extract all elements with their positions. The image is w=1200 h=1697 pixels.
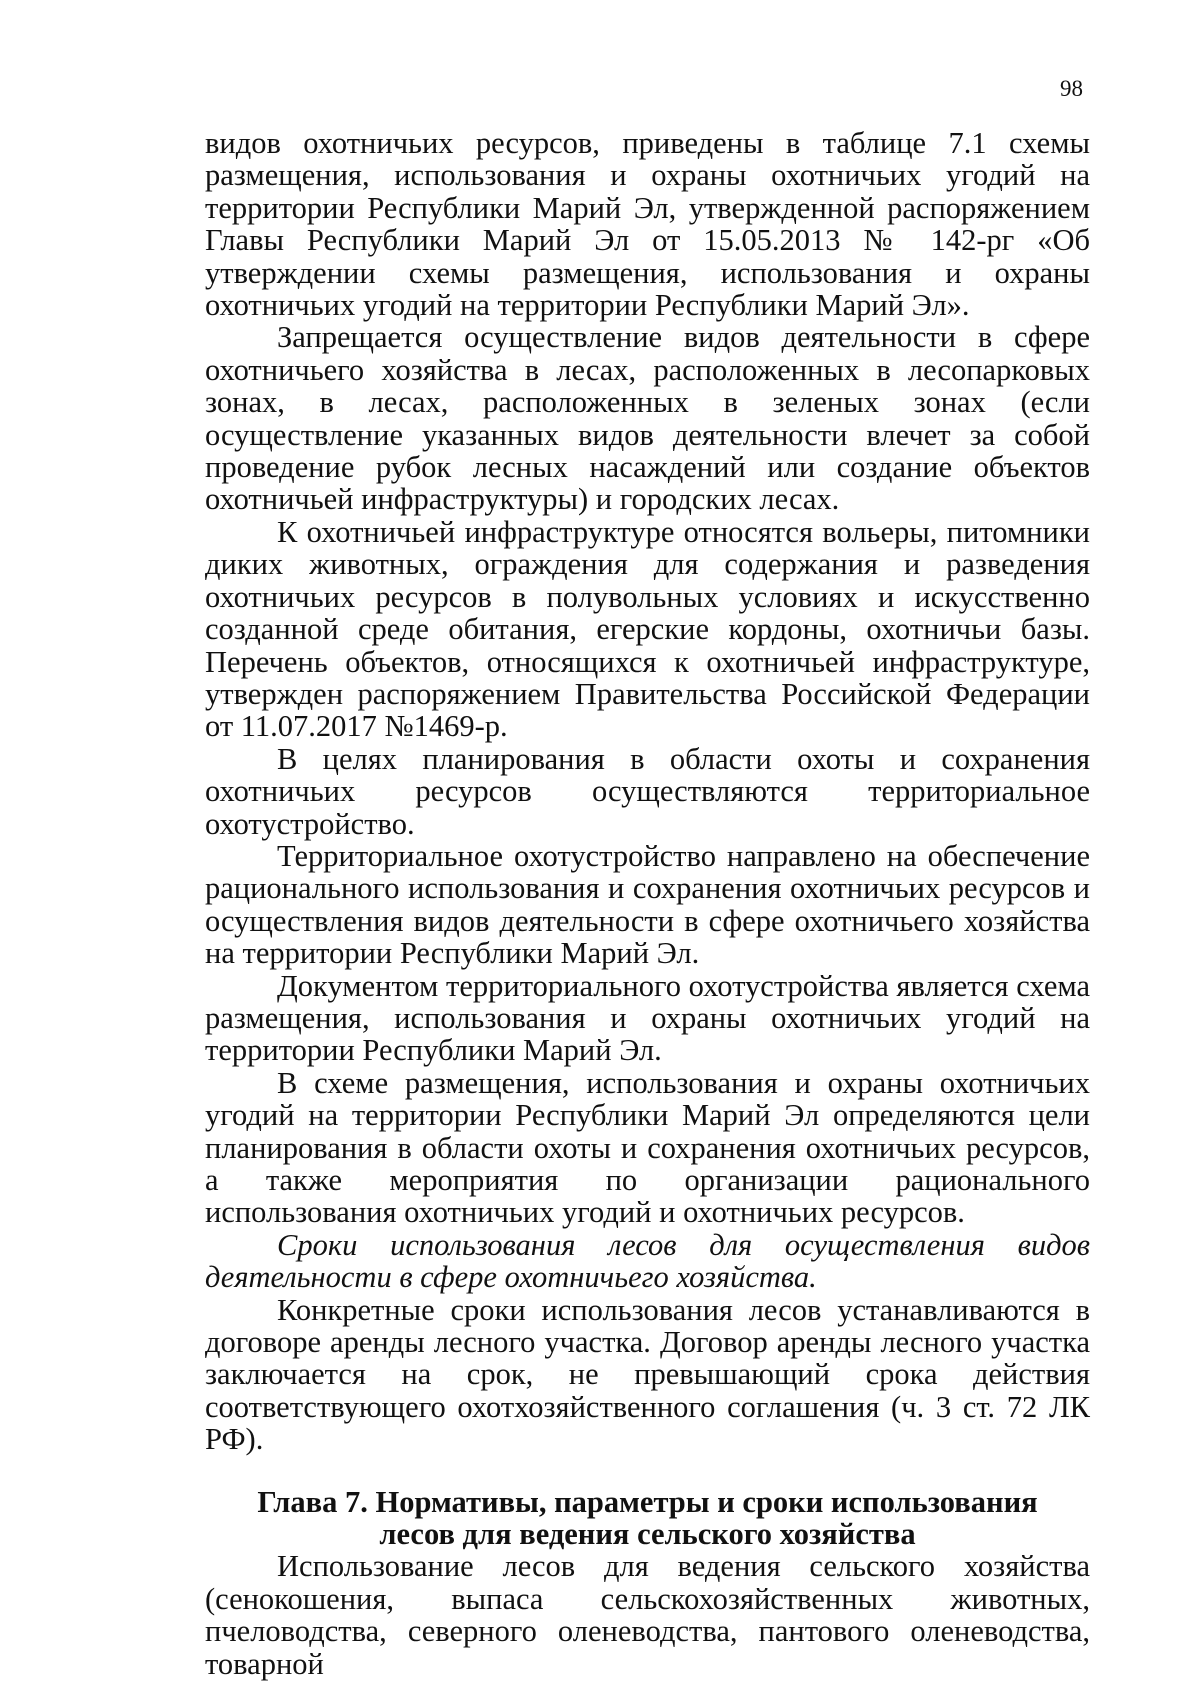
paragraph-territorial-management: Территориальное охотустройство направлено на обеспечение рационального использования и сохранения охотничьих ресурсов и осуществления видов деятельности в сфере охотничьего хозяйства на территории Республики Марий Эл. [205, 838, 1090, 971]
paragraph-prohibition: Запрещается осуществление видов деятельности в сфере охотничьего хозяйства в лесах, расположенных в лесопарковых зонах, в лесах, расположенных в зеленых зонах (если осуществление указанных видов деятельности влечет за собой проведение рубок лесных насаждений или создание объектов охотничьей инфраструктуры) и городских лесах. [205, 320, 1090, 517]
paragraph-infrastructure: К охотничьей инфраструктуре относятся вольеры, питомники диких животных, ограждения для содержания и разведения охотничьих ресурсов в полувольных условиях и искусственно созданной среде обитания, егерские кордоны, охотничьи базы. Перечень объектов, относящихся к охотничьей инфраструктуре, утвержден распоряжением Правительства Российской Федерации от 11.07.2017 №1469-р. [205, 514, 1090, 744]
chapter-heading-line-1: Глава 7. Нормативы, параметры и сроки использования [257, 1484, 1038, 1519]
body-text [205, 127, 1090, 1680]
paragraph-scheme-goals: В схеме размещения, использования и охраны охотничьих угодий на территории Республики Марий Эл определяются цели планирования в области охоты и сохранения охотничьих ресурсов, а также мероприятия по организации рационального использования охотничьих угодий и охотничьих ресурсов. [205, 1065, 1090, 1230]
paragraph-management-document: Документом территориального охотустройства является схема размещения, использования и охраны охотничьих угодий на территории Республики Марий Эл. [205, 968, 1090, 1068]
paragraph-planning: В целях планирования в области охоты и сохранения охотничьих ресурсов осуществляются территориальное охотустройство. [205, 741, 1090, 841]
paragraph-lease-terms: Конкретные сроки использования лесов устанавливаются в договоре аренды лесного участка. Договор аренды лесного участка заключается на срок, не превышающий срока действия соответствующего охотхозяйственного соглашения (ч. 3 ст. 72 ЛК РФ). [205, 1292, 1090, 1457]
chapter-heading-line-2: лесов для ведения сельского хозяйства [379, 1517, 916, 1552]
paragraph-continuation: видов охотничьих ресурсов, приведены в таблице 7.1 схемы размещения, использования и охраны охотничьих угодий на территории Республики Марий Эл, утвержденной распоряжением Главы Республики Марий Эл от 15.05.2013 № 142-рг «Об утверждении схемы размещения, использования и охраны охотничьих угодий на территории Республики Марий Эл». [205, 126, 1090, 323]
paragraph-agriculture: Использование лесов для ведения сельского хозяйства (сенокошения, выпаса сельскохозяйственных животных, пчеловодства, северного оленеводства, пантового оленеводства, товарной [205, 1549, 1090, 1681]
subheading-terms: Сроки использования лесов для осуществления видов деятельности в сфере охотничьего хозяйства. [205, 1227, 1090, 1295]
chapter-heading [205, 1486, 1090, 1551]
page-number: 98 [1060, 76, 1083, 101]
